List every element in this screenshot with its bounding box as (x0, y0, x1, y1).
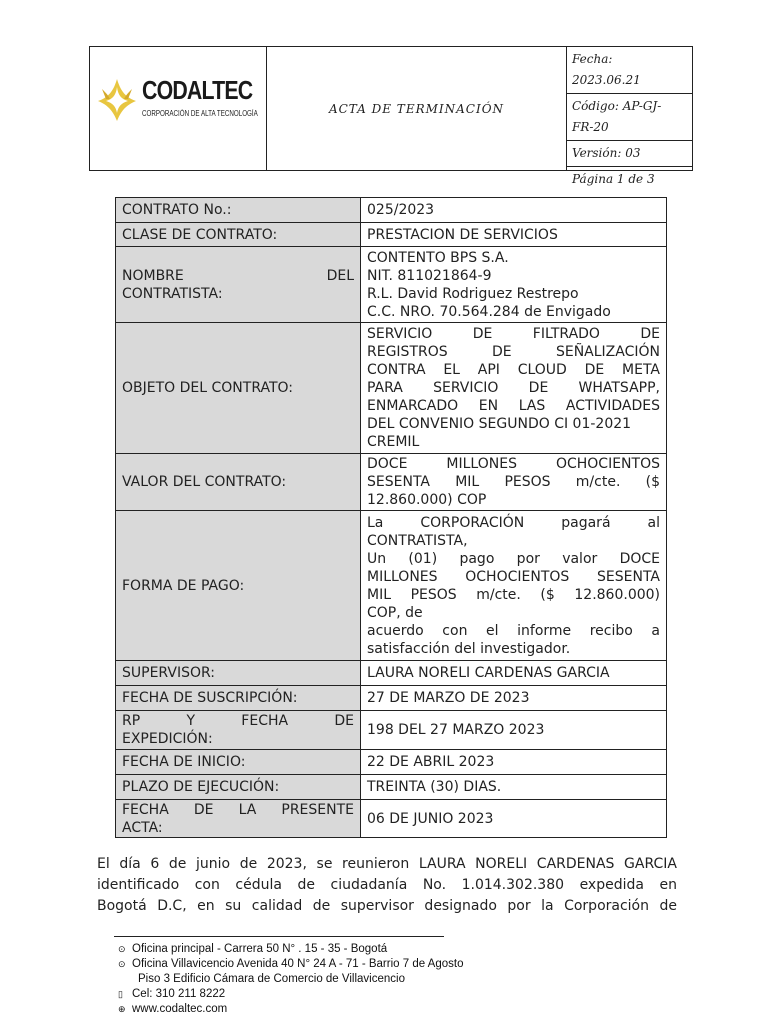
value-line: ENMARCADO EN LAS ACTIVIDADES (367, 398, 660, 414)
document-title: ACTA DE TERMINACIÓN (267, 47, 567, 170)
table-row (116, 247, 667, 323)
footer-office-villavicencio-text: Oficina Villavicencio Avenida 40 N° 24 A - 71 - Barrio 7 de Agosto (132, 958, 464, 970)
meta-codigo (567, 94, 692, 141)
footer-office-villavicencio (118, 957, 463, 972)
value-line: MIL PESOS m/cte. ($ 12.860.000) (367, 586, 660, 603)
codaltec-logo-icon (96, 75, 138, 123)
label-line: FECHA DE LA PRESENTE (122, 801, 354, 818)
row-value: 27 DE MARZO DE 2023 (361, 686, 667, 711)
footer-office-main-text: Oficina principal - Carrera 50 N° . 15 - 35 - Bogotá (132, 943, 388, 955)
row-label: OBJETO DEL CONTRATO: (116, 323, 361, 454)
row-value: TREINTA (30) DIAS. (361, 775, 667, 800)
footer-web (118, 1002, 463, 1017)
value-line: DEL CONVENIO SEGUNDO CI 01-2021 (367, 416, 632, 432)
row-value: 025/2023 (361, 198, 667, 223)
row-label: FORMA DE PAGO: (116, 511, 361, 661)
location-icon: ⊙ (118, 959, 126, 969)
value-line: satisfacción del investigador. (367, 640, 571, 657)
table-row (116, 686, 667, 711)
logo-name: CODALTEC (142, 75, 253, 105)
phone-icon: ▯ (118, 989, 123, 999)
table-row (116, 223, 667, 247)
meta-fecha (567, 47, 692, 94)
value-line: REGISTROS DE SEÑALIZACIÓN (367, 344, 660, 360)
meta-pagina: Página 1 de 3 (572, 172, 655, 186)
page-footer (118, 942, 463, 1017)
paragraph-line: El día 6 de junio de 2023, se reunieron LAURA NORELI CARDENAS GARCIA (97, 856, 677, 872)
table-row (116, 198, 667, 223)
label-line: ACTA: (122, 819, 163, 836)
footer-cel (118, 987, 463, 1002)
table-row (116, 711, 667, 750)
location-icon: ⊙ (118, 944, 126, 954)
footer-cel-text: Cel: 310 211 8222 (132, 988, 226, 1000)
label-line: RP Y FECHA DE (122, 713, 354, 729)
label-line: CONTRATISTA: (122, 285, 223, 302)
body-paragraph (97, 854, 677, 917)
value-line: DOCE MILLONES OCHOCIENTOS (367, 456, 660, 472)
row-label: VALOR DEL CONTRATO: (116, 454, 361, 511)
row-value: 06 DE JUNIO 2023 (361, 800, 667, 838)
footer-office-main (118, 942, 463, 957)
paragraph-line: Bogotá D.C, en su calidad de supervisor designado por la Corporación de (97, 898, 677, 914)
row-label: FECHA DE INICIO: (116, 750, 361, 775)
table-row (116, 511, 667, 661)
row-label (116, 247, 361, 323)
value-line: R.L. David Rodriguez Restrepo (367, 285, 579, 302)
meta-fecha-value: 2023.06.21 (572, 73, 641, 87)
value-line: Un (01) pago por valor DOCE (367, 550, 660, 567)
row-label: PLAZO DE EJECUCIÓN: (116, 775, 361, 800)
meta-codigo-line1: Código: AP-GJ- (572, 99, 662, 113)
value-line: C.C. NRO. 70.564.284 de Envigado (367, 303, 611, 320)
paragraph-line: identificado con cédula de ciudadanía No. 1.014.302.380 expedida en (97, 877, 677, 893)
table-row (116, 661, 667, 686)
value-line: NIT. 811021864-9 (367, 267, 492, 284)
value-line: COP, de (367, 604, 423, 621)
footer-office-villavicencio-2-text: Piso 3 Edificio Cámara de Comercio de Villavicencio (138, 973, 405, 985)
row-value: 22 DE ABRIL 2023 (361, 750, 667, 775)
value-line: CREMIL (367, 434, 420, 450)
label-line: NOMBRE DEL (122, 267, 354, 284)
logo-tagline: CORPORACIÓN DE ALTA TECNOLOGÍA (142, 109, 258, 118)
table-row (116, 800, 667, 838)
footer-divider (114, 936, 444, 937)
row-value: LAURA NORELI CARDENAS GARCIA (361, 661, 667, 686)
meta-codigo-line2: FR-20 (572, 120, 609, 134)
value-line: CONTENTO BPS S.A. (367, 249, 509, 266)
footer-office-villavicencio-2 (118, 972, 463, 987)
row-value: 198 DEL 27 MARZO 2023 (361, 711, 667, 750)
table-row (116, 323, 667, 454)
row-label (116, 800, 361, 838)
value-line: 12.860.000) COP (367, 492, 487, 508)
document-meta (567, 47, 692, 186)
row-label (116, 711, 361, 750)
meta-fecha-label: Fecha: (572, 52, 613, 66)
row-value (361, 247, 667, 323)
document-header (89, 46, 693, 186)
row-label: CLASE DE CONTRATO: (116, 223, 361, 247)
value-line: SESENTA MIL PESOS m/cte. ($ (367, 474, 660, 490)
row-value: PRESTACION DE SERVICIOS (361, 223, 667, 247)
row-value (361, 454, 667, 511)
globe-icon: ⊕ (118, 1004, 126, 1014)
footer-web-link[interactable]: www.codaltec.com (132, 1003, 228, 1015)
table-row (116, 454, 667, 511)
row-value (361, 323, 667, 454)
row-value (361, 511, 667, 661)
value-line: CONTRATISTA, (367, 532, 468, 549)
value-line: SERVICIO DE FILTRADO DE (367, 326, 660, 342)
logo-cell (90, 47, 267, 170)
meta-version: Versión: 03 (567, 141, 692, 167)
value-line: acuerdo con el informe recibo a (367, 622, 660, 639)
row-label: FECHA DE SUSCRIPCIÓN: (116, 686, 361, 711)
value-line: La CORPORACIÓN pagará al (367, 514, 660, 531)
value-line: PARA SERVICIO DE WHATSAPP, (367, 380, 660, 396)
contract-table (115, 197, 667, 838)
value-line: MILLONES OCHOCIENTOS SESENTA (367, 568, 660, 585)
value-line: CONTRA EL API CLOUD DE META (367, 362, 660, 378)
table-row (116, 775, 667, 800)
label-line: EXPEDICIÓN: (122, 731, 213, 747)
row-label: CONTRATO No.: (116, 198, 361, 223)
table-row (116, 750, 667, 775)
row-label: SUPERVISOR: (116, 661, 361, 686)
